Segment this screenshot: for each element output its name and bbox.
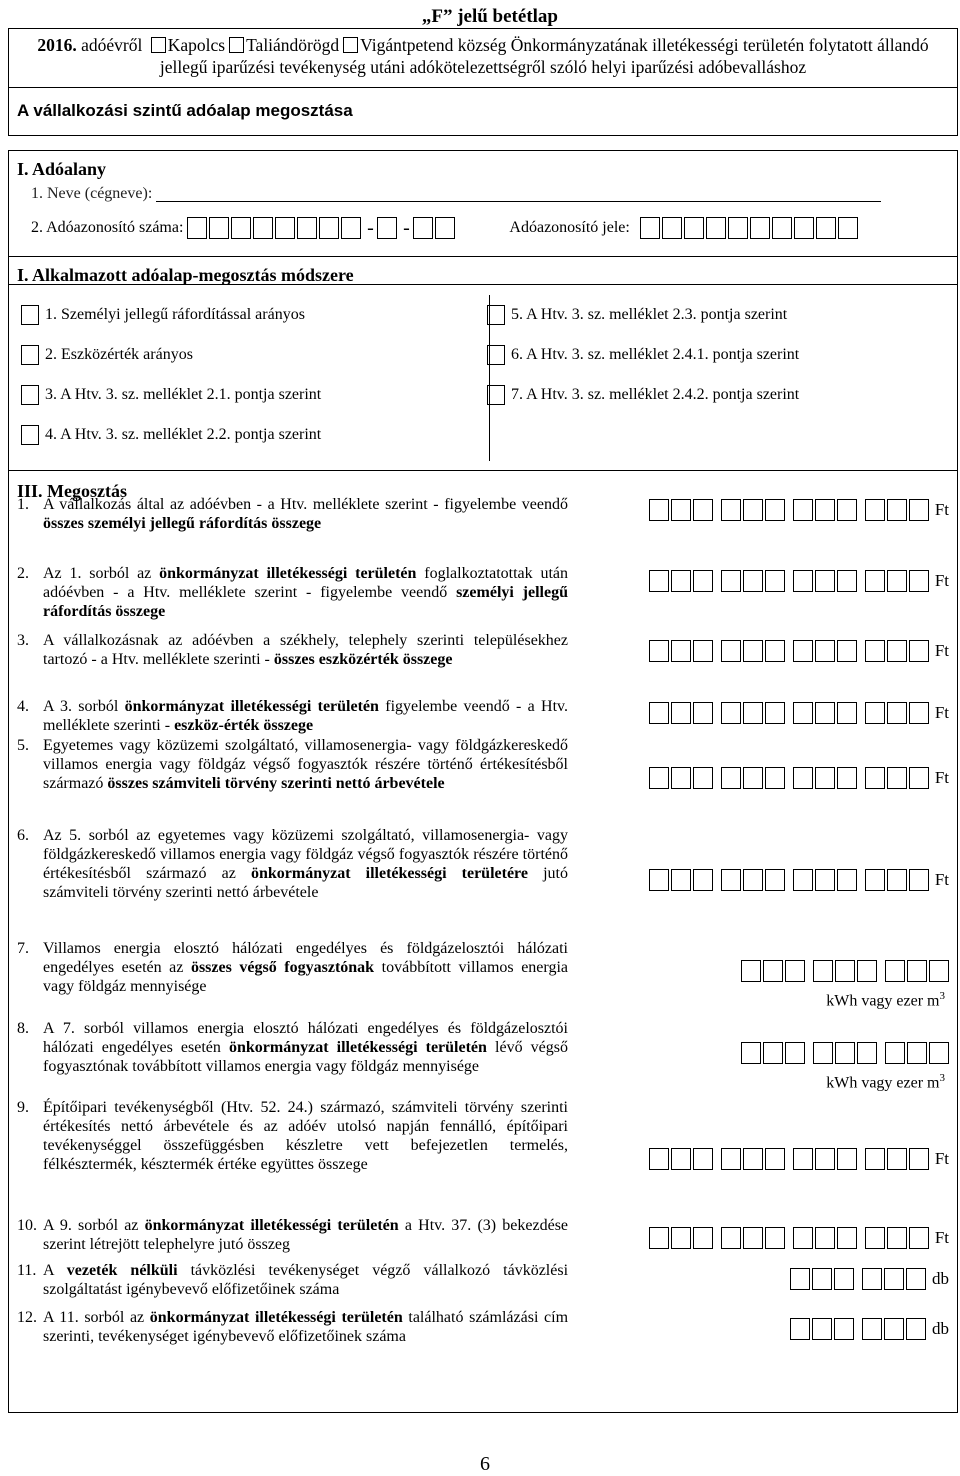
amount-cell[interactable] <box>649 1227 669 1249</box>
name-label: 1. Neve (cégneve): <box>31 185 153 203</box>
split-item-number: 3. <box>17 631 29 649</box>
amount-cell[interactable] <box>857 960 877 982</box>
amount-cell[interactable] <box>693 640 713 662</box>
method-option-2: 2. Eszközérték arányos <box>45 346 193 364</box>
split-item-text-part: összes személyi jellegű ráfordítás összege <box>43 514 322 532</box>
split-item-text-part: távközlési tevékenységet végző vállalkozó távközlési szolgáltatást igénybevevő előfizetőinek száma <box>43 1261 569 1298</box>
split-item-text-part: összes eszközérték összege <box>273 650 453 668</box>
amount-cell[interactable] <box>793 640 813 662</box>
split-item-text <box>17 1216 568 1254</box>
method-title: I. Alkalmazott adóalap-megosztás módszere <box>17 264 354 285</box>
split-item-number: 9. <box>17 1098 29 1116</box>
amount-cell[interactable] <box>909 570 929 592</box>
amount-cell[interactable] <box>887 640 907 662</box>
amount-cell[interactable] <box>743 499 763 521</box>
split-item-text-part: eszköz-érték összege <box>174 716 314 734</box>
taxnum-cell[interactable] <box>187 217 207 239</box>
split-item-text-part: Villamos energia elosztó hálózati engedélyes és földgázelosztói hálózati engedélyes esetén az <box>43 939 568 976</box>
taxsign-cell[interactable] <box>684 217 704 239</box>
amount-cell[interactable] <box>721 1227 741 1249</box>
split-item-text-part: foglalkoztatottak után adóévben - a Htv. melléklete szerint - figyelembe veendő <box>43 564 569 601</box>
amount-cell[interactable] <box>721 1148 741 1170</box>
amount-cell[interactable] <box>671 869 691 891</box>
amount-cell[interactable] <box>693 570 713 592</box>
amount-cell[interactable] <box>885 960 905 982</box>
split-item-text-part: Egyetemes vagy közüzemi szolgáltató, villamosenergia- vagy földgázkereskedő villamos energia vagy földgáz végső fogyasztók részére történő értékesítésből származó <box>43 736 568 793</box>
method-divider <box>489 295 490 461</box>
form-page <box>8 0 958 1475</box>
split-item <box>17 1308 568 1346</box>
amount-cell[interactable] <box>793 767 813 789</box>
amount-cell[interactable] <box>909 1148 929 1170</box>
amount-cell[interactable] <box>743 869 763 891</box>
amount-cell[interactable] <box>837 1227 857 1249</box>
taxnum-cell[interactable] <box>341 217 361 239</box>
amount-unit-text: Ft <box>934 640 949 660</box>
amount-unit <box>826 1072 945 1093</box>
amount-cell[interactable] <box>743 767 763 789</box>
method-checkbox-1[interactable] <box>21 305 39 325</box>
split-item-text-part: A vállalkozás által az adóévben - a Htv. melléklete szerint - figyelembe veendő <box>43 495 568 513</box>
taxnum-cell[interactable] <box>253 217 273 239</box>
amount-cell[interactable] <box>834 1318 854 1340</box>
amount-unit <box>935 1149 949 1169</box>
amount-cell[interactable] <box>887 1148 907 1170</box>
amount-cell[interactable] <box>812 1268 832 1290</box>
amount-cell[interactable] <box>743 1227 763 1249</box>
split-item-text-part: lévő végső fogyasztónak továbbított villamos energia vagy földgáz mennyisége <box>43 1038 569 1076</box>
amount-cell[interactable] <box>671 1227 691 1249</box>
split-item-text-part: Az 1. sorból az <box>43 564 160 582</box>
taxsign-cell[interactable] <box>816 217 836 239</box>
split-item-text <box>17 939 568 997</box>
amount-cell[interactable] <box>693 1227 713 1249</box>
amount-cell[interactable] <box>743 570 763 592</box>
amount-cell[interactable] <box>837 767 857 789</box>
amount-cell[interactable] <box>649 869 669 891</box>
municipality-2: Taliándörögd <box>246 35 340 55</box>
amount-unit-text: Ft <box>934 702 949 722</box>
split-item-text-part: önkormányzat illetékességi területére <box>250 865 528 883</box>
amount-cell[interactable] <box>884 1318 904 1340</box>
amount-unit <box>932 1269 949 1289</box>
amount-field <box>733 960 949 1011</box>
split-item-number: 6. <box>17 826 29 844</box>
split-item-text-part: található számlázási cím szerinti, tevékenységet igénybevevő előfizetőinek száma <box>43 1308 569 1345</box>
taxsign-cell[interactable] <box>750 217 770 239</box>
sheet-title: „F” jelű betétlap <box>421 6 558 27</box>
amount-cell[interactable] <box>865 869 885 891</box>
amount-cell[interactable] <box>865 570 885 592</box>
amount-unit <box>932 1319 949 1339</box>
amount-cell[interactable] <box>837 1148 857 1170</box>
split-item-text-part: a Htv. 37. (3) bekezdése szerint létrejött telephelyre jutó összeg <box>43 1216 569 1253</box>
amount-field <box>641 767 949 789</box>
split-item-number: 4. <box>17 697 29 715</box>
amount-cell[interactable] <box>906 1318 926 1340</box>
split-item-text-part: A 7. sorból villamos energia elosztó hálózati engedélyes és földgázelosztói hálózati engedélyes esetén <box>43 1019 568 1056</box>
amount-cell[interactable] <box>743 1148 763 1170</box>
amount-unit-text: db <box>932 1268 949 1288</box>
amount-cell[interactable] <box>837 499 857 521</box>
amount-unit <box>935 571 949 591</box>
amount-cell[interactable] <box>837 869 857 891</box>
split-item <box>17 564 568 622</box>
taxnum-cell[interactable] <box>377 217 397 239</box>
method-option-1: 1. Személyi jellegű ráfordítással arányos <box>45 306 305 324</box>
amount-cell[interactable] <box>862 1318 882 1340</box>
taxsign-cell[interactable] <box>794 217 814 239</box>
split-item <box>17 1098 568 1175</box>
amount-cell[interactable] <box>763 960 783 982</box>
amount-unit-text: db <box>932 1318 949 1338</box>
amount-cell[interactable] <box>793 499 813 521</box>
municipality-checkbox-1[interactable] <box>151 37 166 53</box>
amount-cell[interactable] <box>765 1227 785 1249</box>
amount-cell[interactable] <box>909 869 929 891</box>
amount-cell[interactable] <box>909 702 929 724</box>
split-item-text <box>17 564 568 622</box>
amount-unit-text: Ft <box>934 767 949 787</box>
amount-cell[interactable] <box>765 702 785 724</box>
amount-field <box>641 869 949 891</box>
amount-cell[interactable] <box>834 1268 854 1290</box>
amount-cell[interactable] <box>909 499 929 521</box>
amount-cell[interactable] <box>815 767 835 789</box>
amount-cell[interactable] <box>721 767 741 789</box>
amount-cell[interactable] <box>741 1042 761 1064</box>
amount-cell[interactable] <box>865 1227 885 1249</box>
municipality-checkbox-3[interactable] <box>343 37 358 53</box>
taxnum-cell[interactable] <box>297 217 317 239</box>
amount-cell[interactable] <box>835 960 855 982</box>
amount-cell[interactable] <box>671 702 691 724</box>
amount-cell[interactable] <box>909 1227 929 1249</box>
amount-cell[interactable] <box>765 767 785 789</box>
name-field[interactable] <box>156 185 881 202</box>
municipality-1: Kapolcs <box>167 35 226 55</box>
amount-unit-text: Ft <box>934 570 949 590</box>
amount-cell[interactable] <box>721 640 741 662</box>
amount-cell[interactable] <box>929 960 949 982</box>
split-item <box>17 736 568 794</box>
taxsign-cell[interactable] <box>772 217 792 239</box>
method-checkbox-3[interactable] <box>21 385 39 405</box>
split-item-text-part: önkormányzat illetékességi területén <box>159 564 417 582</box>
split-item-number: 10. <box>17 1216 37 1234</box>
taxnum-cell[interactable] <box>209 217 229 239</box>
method-checkbox-2[interactable] <box>21 345 39 365</box>
amount-field <box>733 1042 949 1093</box>
amount-cell[interactable] <box>857 1042 877 1064</box>
split-item-text-part: A 3. sorból <box>43 697 125 715</box>
header-year: 2016. <box>37 35 77 55</box>
split-item-text-part: vezeték nélküli <box>66 1261 178 1279</box>
split-item-text <box>17 826 568 903</box>
amount-cell[interactable] <box>887 869 907 891</box>
amount-cell[interactable] <box>887 1227 907 1249</box>
amount-field <box>641 1148 949 1170</box>
split-item-number: 8. <box>17 1019 29 1037</box>
amount-cell[interactable] <box>693 1148 713 1170</box>
amount-cell[interactable] <box>793 702 813 724</box>
taxnum-dash: - <box>403 216 410 239</box>
split-item-text-part: A 11. sorból az <box>43 1308 150 1326</box>
amount-cell[interactable] <box>693 499 713 521</box>
split-item-text-part: összes számviteli törvény szerinti nettó árbevétele <box>107 775 445 793</box>
amount-cell[interactable] <box>815 1148 835 1170</box>
method-option-6: 6. A Htv. 3. sz. melléklet 2.4.1. pontja szerint <box>511 346 800 364</box>
amount-cell[interactable] <box>837 702 857 724</box>
amount-cell[interactable] <box>785 1042 805 1064</box>
split-item <box>17 1019 568 1077</box>
amount-unit <box>935 500 949 520</box>
header-prefix: adóévről <box>76 35 147 55</box>
split-item-text <box>17 1098 568 1175</box>
taxsign-cell[interactable] <box>838 217 858 239</box>
subject-box <box>8 150 958 285</box>
amount-unit-sup: 3 <box>939 989 945 1002</box>
method-option-5: 5. A Htv. 3. sz. melléklet 2.3. pontja szerint <box>511 306 788 324</box>
amount-cell[interactable] <box>793 570 813 592</box>
split-item-text-part: A vállalkozásnak az adóévben a székhely, telephely szerinti településekhez tartozó - a Htv. melléklete szerinti - <box>43 631 568 668</box>
amount-cell[interactable] <box>906 1268 926 1290</box>
amount-cell[interactable] <box>721 499 741 521</box>
amount-cell[interactable] <box>671 1148 691 1170</box>
split-item-text-part: továbbított villamos energia vagy földgáz mennyisége <box>43 958 568 996</box>
amount-unit-text: kWh vagy ezer m <box>826 1074 940 1092</box>
amount-cell[interactable] <box>649 702 669 724</box>
amount-cell[interactable] <box>813 1042 833 1064</box>
header-box <box>8 28 958 88</box>
amount-cell[interactable] <box>887 702 907 724</box>
amount-cell[interactable] <box>907 1042 927 1064</box>
amount-cell[interactable] <box>887 767 907 789</box>
amount-cell[interactable] <box>765 499 785 521</box>
amount-cell[interactable] <box>793 1148 813 1170</box>
amount-unit <box>935 1228 949 1248</box>
amount-cell[interactable] <box>909 640 929 662</box>
amount-cell[interactable] <box>793 1227 813 1249</box>
split-item-text <box>17 1261 568 1299</box>
amount-unit-text: kWh vagy ezer m <box>826 992 940 1010</box>
taxsign-cell[interactable] <box>662 217 682 239</box>
amount-unit <box>935 641 949 661</box>
split-item-number: 1. <box>17 495 29 513</box>
amount-cell[interactable] <box>865 499 885 521</box>
amount-cell[interactable] <box>815 640 835 662</box>
amount-cell[interactable] <box>649 1148 669 1170</box>
amount-cell[interactable] <box>865 702 885 724</box>
amount-cell[interactable] <box>671 767 691 789</box>
amount-field <box>641 499 949 521</box>
amount-cell[interactable] <box>765 1148 785 1170</box>
amount-cell[interactable] <box>835 1042 855 1064</box>
amount-cell[interactable] <box>885 1042 905 1064</box>
amount-cell[interactable] <box>721 702 741 724</box>
split-item <box>17 1261 568 1299</box>
amount-cell[interactable] <box>743 702 763 724</box>
split-item <box>17 631 568 669</box>
taxnum-label: 2. Adóazonosító száma: <box>31 218 184 236</box>
amount-cell[interactable] <box>813 960 833 982</box>
method-option-3: 3. A Htv. 3. sz. melléklet 2.1. pontja szerint <box>45 386 322 404</box>
split-item <box>17 697 568 735</box>
split-item-text-part: Építőipari tevékenységből (Htv. 52. 24.) származó, számviteli törvény szerinti értékesítés nettó árbevétele és az adóév utolsó napján fennálló, építőipari tevékenységgel összefüggésben készletre vett befejezetlen termelés, félkésztermék, késztermék értéke együttes összege <box>43 1098 568 1174</box>
amount-cell[interactable] <box>815 570 835 592</box>
taxnum-cell[interactable] <box>231 217 251 239</box>
amount-cell[interactable] <box>765 570 785 592</box>
split-item-number: 7. <box>17 939 29 957</box>
amount-field <box>782 1268 949 1290</box>
amount-cell[interactable] <box>865 640 885 662</box>
amount-cell[interactable] <box>887 570 907 592</box>
amount-cell[interactable] <box>790 1268 810 1290</box>
amount-cell[interactable] <box>763 1042 783 1064</box>
split-title: III. Megosztás <box>17 480 127 501</box>
split-item-text-part: önkormányzat illetékességi területén <box>229 1038 487 1056</box>
taxnum-cell[interactable] <box>435 217 455 239</box>
municipality-checkbox-2[interactable] <box>229 37 244 53</box>
amount-cell[interactable] <box>884 1268 904 1290</box>
amount-cell[interactable] <box>649 499 669 521</box>
split-item-text-part: önkormányzat illetékességi területén <box>149 1308 403 1326</box>
taxsign-cell[interactable] <box>728 217 748 239</box>
amount-cell[interactable] <box>693 767 713 789</box>
amount-cell[interactable] <box>837 640 857 662</box>
amount-unit-text: Ft <box>934 1148 949 1168</box>
amount-cell[interactable] <box>649 767 669 789</box>
method-option-4: 4. A Htv. 3. sz. melléklet 2.2. pontja szerint <box>45 426 322 444</box>
amount-unit <box>935 870 949 890</box>
amount-cell[interactable] <box>785 960 805 982</box>
amount-unit <box>826 990 945 1011</box>
split-item-number: 12. <box>17 1308 37 1326</box>
amount-field <box>641 702 949 724</box>
amount-field <box>782 1318 949 1340</box>
amount-cell[interactable] <box>815 869 835 891</box>
amount-cell[interactable] <box>865 767 885 789</box>
amount-unit <box>935 768 949 788</box>
split-item-text <box>17 697 568 735</box>
amount-cell[interactable] <box>671 640 691 662</box>
split-item-text-part: személyi jellegű ráfordítás összege <box>43 583 568 621</box>
amount-cell[interactable] <box>909 767 929 789</box>
split-item-number: 2. <box>17 564 29 582</box>
amount-cell[interactable] <box>907 960 927 982</box>
split-item <box>17 939 568 997</box>
split-item-text-part: A <box>43 1261 67 1279</box>
amount-field <box>641 1227 949 1249</box>
taxnum-row <box>17 216 949 240</box>
amount-cell[interactable] <box>865 1148 885 1170</box>
split-item <box>17 495 568 533</box>
split-item-number: 5. <box>17 736 29 754</box>
taxnum-cell[interactable] <box>413 217 433 239</box>
amount-cell[interactable] <box>649 570 669 592</box>
amount-cell[interactable] <box>721 570 741 592</box>
split-item-text-part: Az 5. sorból az egyetemes vagy közüzemi szolgáltató, villamosenergia- vagy földgázkereskedő villamos energia vagy földgáz végső fogyasztók részére történő értékesítésből származó az <box>43 826 568 883</box>
subject-title: I. Adóalany <box>17 158 107 179</box>
amount-cell[interactable] <box>793 869 813 891</box>
taxsign-label: Adóazonosító jele: <box>509 218 630 236</box>
amount-cell[interactable] <box>837 570 857 592</box>
amount-cell[interactable] <box>721 869 741 891</box>
split-item-text-part: önkormányzat illetékességi területén <box>144 1216 399 1234</box>
split-item-text-part: önkormányzat illetékességi területén <box>124 697 379 715</box>
amount-cell[interactable] <box>693 869 713 891</box>
split-item-text <box>17 1019 568 1077</box>
amount-unit-text: Ft <box>934 499 949 519</box>
amount-unit <box>935 703 949 723</box>
amount-cell[interactable] <box>649 640 669 662</box>
taxsign-cell[interactable] <box>640 217 660 239</box>
amount-cell[interactable] <box>671 499 691 521</box>
method-option-7: 7. A Htv. 3. sz. melléklet 2.4.2. pontja szerint <box>511 386 800 404</box>
taxnum-dash: - <box>367 216 374 239</box>
split-item <box>17 1216 568 1254</box>
amount-cell[interactable] <box>862 1268 882 1290</box>
amount-field <box>641 570 949 592</box>
amount-cell[interactable] <box>741 960 761 982</box>
taxnum-cell[interactable] <box>319 217 339 239</box>
municipality-3: Vigántpetend község <box>360 35 507 55</box>
amount-cell[interactable] <box>812 1318 832 1340</box>
amount-cell[interactable] <box>765 869 785 891</box>
amount-cell[interactable] <box>815 702 835 724</box>
split-item-text-part: A 9. sorból az <box>43 1216 145 1234</box>
taxsign-cell[interactable] <box>706 217 726 239</box>
split-box <box>8 471 958 1413</box>
split-item-text <box>17 1308 568 1346</box>
split-item <box>17 826 568 903</box>
amount-cell[interactable] <box>815 1227 835 1249</box>
split-item-text-part: figyelembe veendő - a Htv. melléklete szerinti - <box>43 697 569 734</box>
amount-field <box>641 640 949 662</box>
split-item-text <box>17 736 568 794</box>
split-item-text <box>17 495 568 533</box>
amount-cell[interactable] <box>887 499 907 521</box>
split-item-text <box>17 631 568 669</box>
taxnum-cell[interactable] <box>275 217 295 239</box>
amount-cell[interactable] <box>765 640 785 662</box>
page-number: 6 <box>480 1453 490 1475</box>
amount-cell[interactable] <box>743 640 763 662</box>
amount-cell[interactable] <box>693 702 713 724</box>
split-item-number: 11. <box>17 1261 37 1279</box>
amount-cell[interactable] <box>790 1318 810 1340</box>
amount-unit-sup: 3 <box>939 1071 945 1084</box>
split-item-text-part: jutó számviteli törvény szerinti nettó árbevétele <box>43 865 569 902</box>
header-rest: Önkormányzatának illetékességi területén folytatott állandó jellegű iparűzési tevékenység utáni adókötelezettségről szóló helyi iparűzési adóbevalláshoz <box>159 35 929 77</box>
section-a <box>8 88 958 136</box>
amount-cell[interactable] <box>671 570 691 592</box>
amount-unit-text: Ft <box>934 869 949 889</box>
section-a-title: A vállalkozási szintű adóalap megosztása <box>17 101 353 121</box>
split-item-text-part: összes végső fogyasztónak <box>190 958 375 976</box>
method-box <box>8 285 958 471</box>
amount-unit-text: Ft <box>934 1227 949 1247</box>
method-checkbox-4[interactable] <box>21 425 39 445</box>
amount-cell[interactable] <box>929 1042 949 1064</box>
amount-cell[interactable] <box>815 499 835 521</box>
